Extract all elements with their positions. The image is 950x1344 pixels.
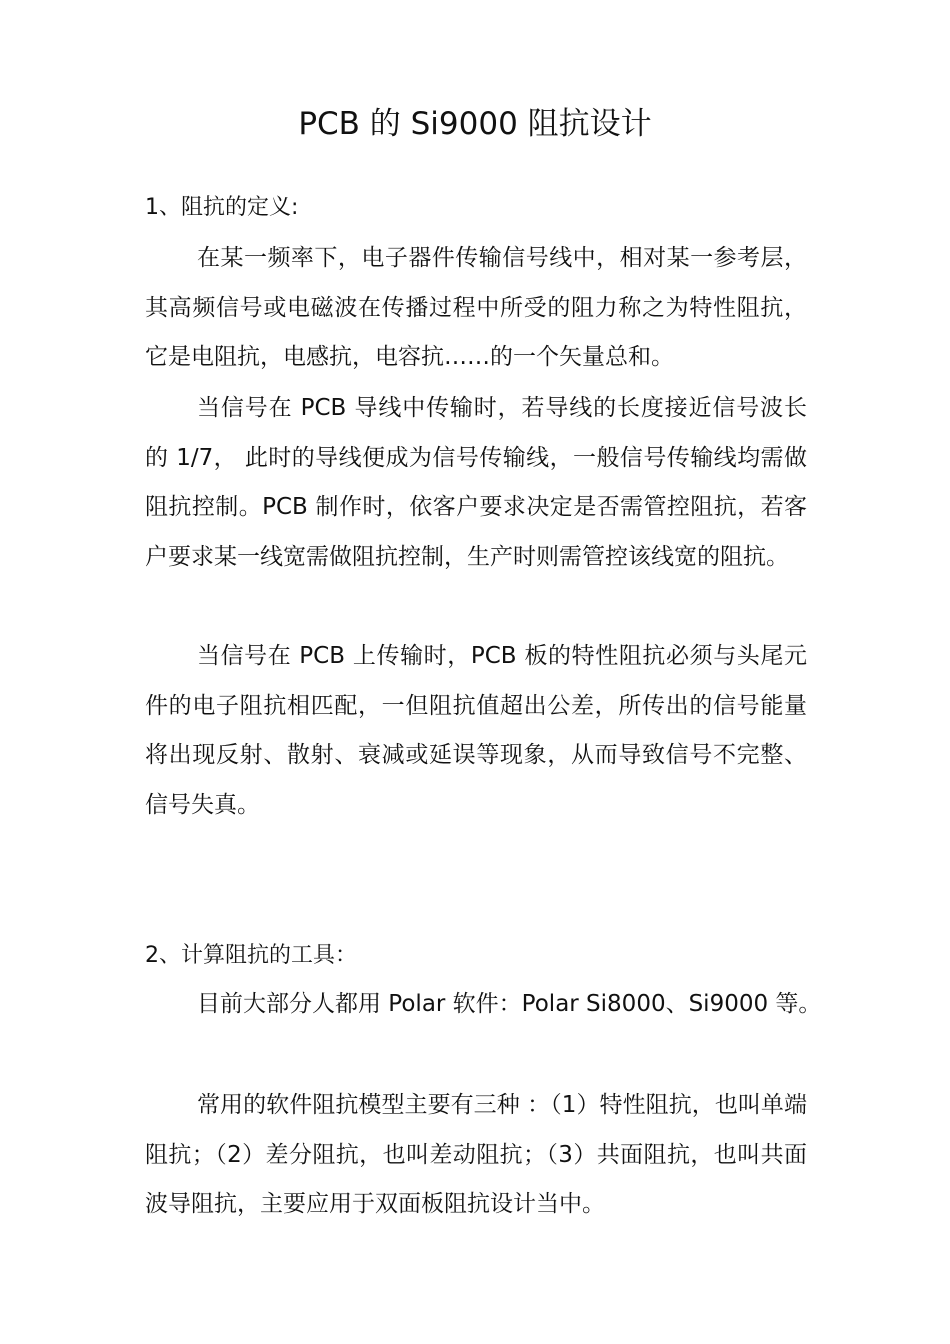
- section-2-heading: 2、计算阻抗的工具：: [145, 943, 357, 968]
- impedance-models-paragraph: 常用的软件阻抗模型主要有三种 ：（1）特性阻抗，也叫单端阻抗；（2）差分阻抗，也叫差动阻抗；（3）共面阻抗，也叫共面波导阻抗，主要应用于双面板阻抗设计当中。: [145, 1092, 807, 1217]
- section-1-paragraph-2: 当信号在 PCB 导线中传输时，若导线的长度接近信号波长的 1/7， 此时的导线便成为信号传输线，一般信号传输线均需做阻抗控制。PCB 制作时，依客户要求决定是否需管控阻抗，若客户要求某一线宽需做阻抗控制，生产时则需管控该线宽的阻抗。: [145, 395, 807, 570]
- tools-line: 目前大部分人都用 Polar 软件：Polar Si8000、Si9000 等。: [197, 991, 822, 1017]
- section-1-paragraph-1: 在某一频率下，电子器件传输信号线中，相对某一参考层，其高频信号或电磁波在传播过程中所受的阻力称之为特性阻抗，它是电阻抗，电感抗，电容抗……的一个矢量总和。: [145, 245, 807, 370]
- page-title: PCB 的 Si9000 阻抗设计: [298, 106, 652, 142]
- section-1-heading: 1、阻抗的定义:: [145, 195, 299, 220]
- section-1-paragraph-3: 当信号在 PCB 上传输时，PCB 板的特性阻抗必须与头尾元件的电子阻抗相匹配，一但阻抗值超出公差，所传出的信号能量将出现反射、散射、衰减或延误等现象，从而导致信号不完整、信号失真。: [145, 643, 807, 818]
